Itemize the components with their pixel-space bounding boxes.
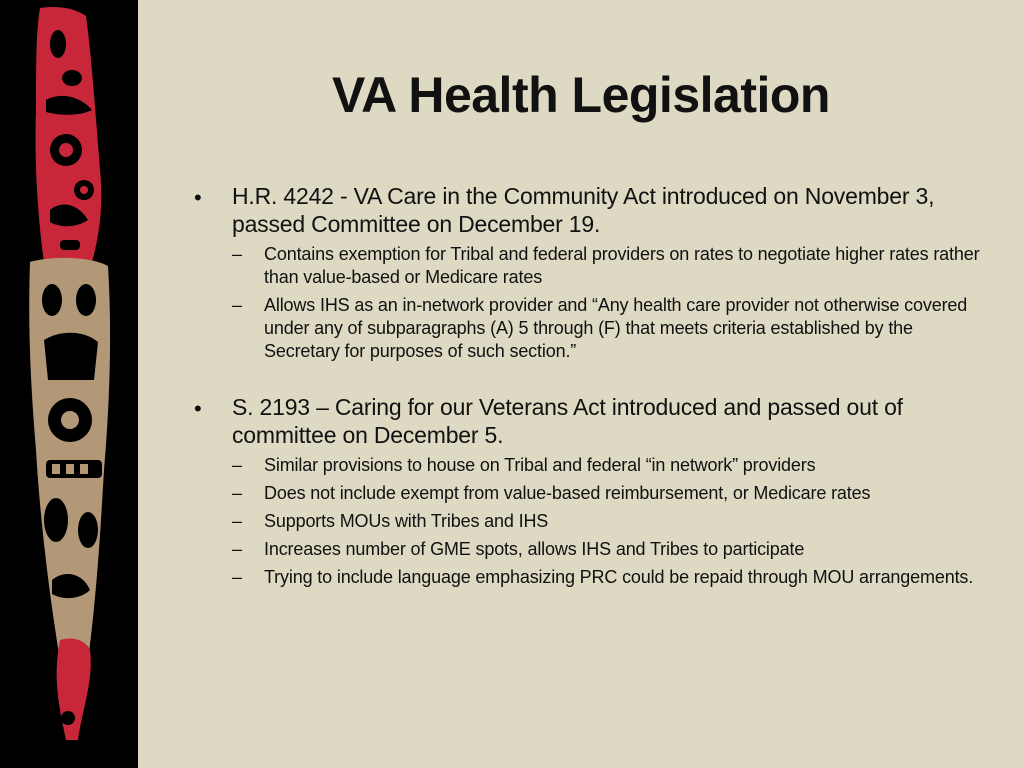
slide-title: VA Health Legislation [332,67,830,123]
sub-item [232,243,990,289]
sub-item-text: Increases number of GME spots, allows IHS and Tribes to participate [264,539,805,559]
dash-marker: – [232,511,243,531]
bullet-marker: • [194,185,202,210]
dash-marker: – [232,295,243,315]
sub-item [232,510,990,533]
bullet-text: S. 2193 – Caring for our Veterans Act introduced and passed out of committee on December 5. [232,394,903,448]
decorative-sidebar [0,0,138,768]
native-art-icon [0,0,138,768]
sub-item-text: Supports MOUs with Tribes and IHS [264,511,549,531]
sub-item-text: Trying to include language emphasizing PRC could be repaid through MOU arrangements. [264,567,974,587]
bullet-marker: • [194,396,202,421]
dash-marker: – [232,567,243,587]
dash-marker: – [232,455,243,475]
dash-marker: – [232,244,243,264]
sub-item-text: Similar provisions to house on Tribal and federal “in network” providers [264,455,816,475]
sub-item-text: Allows IHS as an in-network provider and “Any health care provider not otherwise covered under any of subparagraphs (A) 5 through (F) that meets criteria established by the Secretary for purposes of such section.” [264,295,968,361]
sub-item [232,454,990,477]
sub-item-text: Contains exemption for Tribal and federal providers on rates to negotiate higher rates rather than value-based or Medicare rates [264,244,980,287]
sub-item-text: Does not include exempt from value-based reimbursement, or Medicare rates [264,483,871,503]
bullet-text: H.R. 4242 - VA Care in the Community Act introduced on November 3, passed Committee on December 19. [232,183,935,237]
dash-marker: – [232,539,243,559]
sub-item [232,482,990,505]
sub-item [232,294,990,363]
bullet-hr-4242 [190,182,990,363]
dash-marker: – [232,483,243,503]
slide-content [190,182,990,589]
sub-item [232,566,990,589]
bullet-s-2193 [190,393,990,589]
sub-item [232,538,990,561]
